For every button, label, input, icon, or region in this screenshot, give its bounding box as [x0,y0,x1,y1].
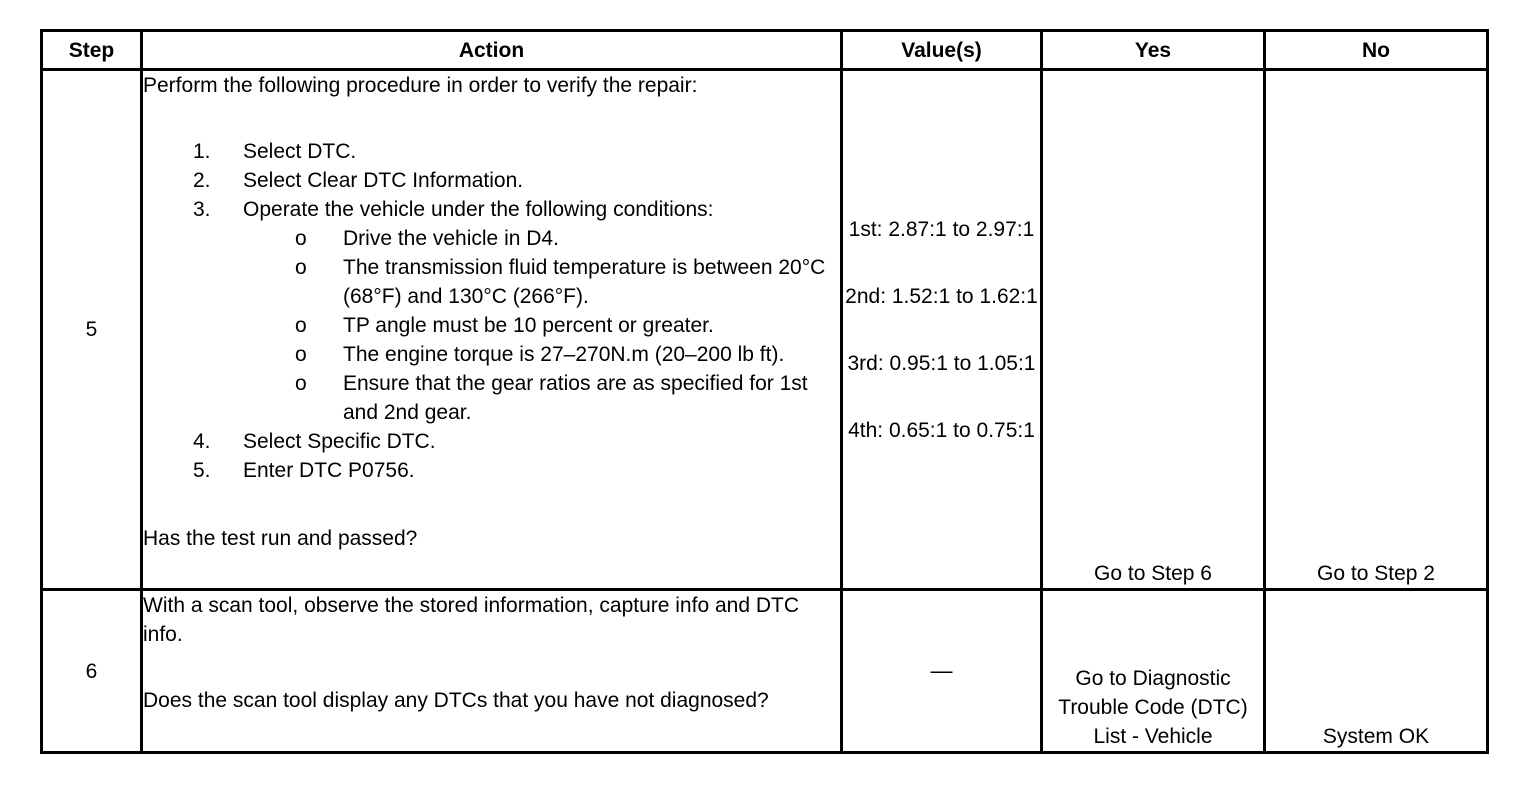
condition-item [243,253,840,311]
bullet-icon: o [295,256,307,279]
gear-ratio-1st: 1st: 2.87:1 to 2.97:1 [848,217,1035,241]
condition-item [243,224,840,253]
action-question: Does the scan tool display any DTCs that you have not diagnosed? [143,689,769,712]
gear-ratio-2nd: 2nd: 1.52:1 to 1.62:1 [845,284,1038,308]
condition-text: TP angle must be 10 percent or greater. [343,314,714,337]
values-cell [842,70,1042,590]
bullet-icon: o [295,314,307,337]
header-yes: Yes [1042,31,1265,70]
yes-cell: Go to Diagnostic Trouble Code (DTC) List - Vehicle [1042,590,1265,753]
gear-ratio-3rd: 3rd: 0.95:1 to 1.05:1 [847,351,1036,375]
step-text: Enter DTC P0756. [243,459,415,482]
procedure-step [143,195,840,427]
header-step: Step [42,31,142,70]
procedure-step [143,427,840,456]
action-cell [142,70,842,590]
procedure-step [143,137,840,166]
condition-text: The engine torque is 27–270N.m (20–200 lb ft). [343,343,785,366]
gear-ratio-4th: 4th: 0.65:1 to 0.75:1 [848,418,1035,442]
procedure-step [143,166,840,195]
bullet-icon: o [295,372,307,395]
condition-item [243,311,840,340]
no-cell: System OK [1265,590,1488,753]
procedure-steps [143,137,840,485]
action-text: With a scan tool, observe the stored information, capture info and DTC info. [143,594,799,646]
header-no: No [1265,31,1488,70]
step-index: 3. [193,198,211,221]
condition-item [243,369,840,427]
step-index: 4. [193,430,211,453]
header-values: Value(s) [842,31,1042,70]
value-dash: — [930,658,953,683]
table-row-step-5 [42,70,1488,590]
condition-text: The transmission fluid temperature is between 20°C (68°F) and 130°C (266°F). [343,256,826,308]
condition-item [243,340,840,369]
header-action: Action [142,31,842,70]
bullet-icon: o [295,343,307,366]
action-cell [142,590,842,753]
values-cell [842,590,1042,753]
step-index: 1. [193,140,211,163]
bullet-icon: o [295,227,307,250]
step-text: Select Clear DTC Information. [243,169,524,192]
step-index: 5. [193,459,211,482]
conditions-list [243,224,840,427]
procedure-step [143,456,840,485]
step-text: Operate the vehicle under the following conditions: [243,198,714,221]
step-text: Select Specific DTC. [243,430,436,453]
table-row-step-6 [42,590,1488,753]
step-number: 5 [42,70,142,590]
no-cell: Go to Step 2 [1265,70,1488,590]
step-text: Select DTC. [243,140,357,163]
condition-text: Drive the vehicle in D4. [343,227,559,250]
diagnostic-table [40,29,1489,754]
step-number: 6 [42,590,142,753]
yes-cell: Go to Step 6 [1042,70,1265,590]
action-intro: Perform the following procedure in order to verify the repair: [143,74,698,97]
step-index: 2. [193,169,211,192]
condition-text: Ensure that the gear ratios are as specified for 1st and 2nd gear. [343,372,808,424]
header-row [42,31,1488,70]
action-question: Has the test run and passed? [143,527,418,550]
